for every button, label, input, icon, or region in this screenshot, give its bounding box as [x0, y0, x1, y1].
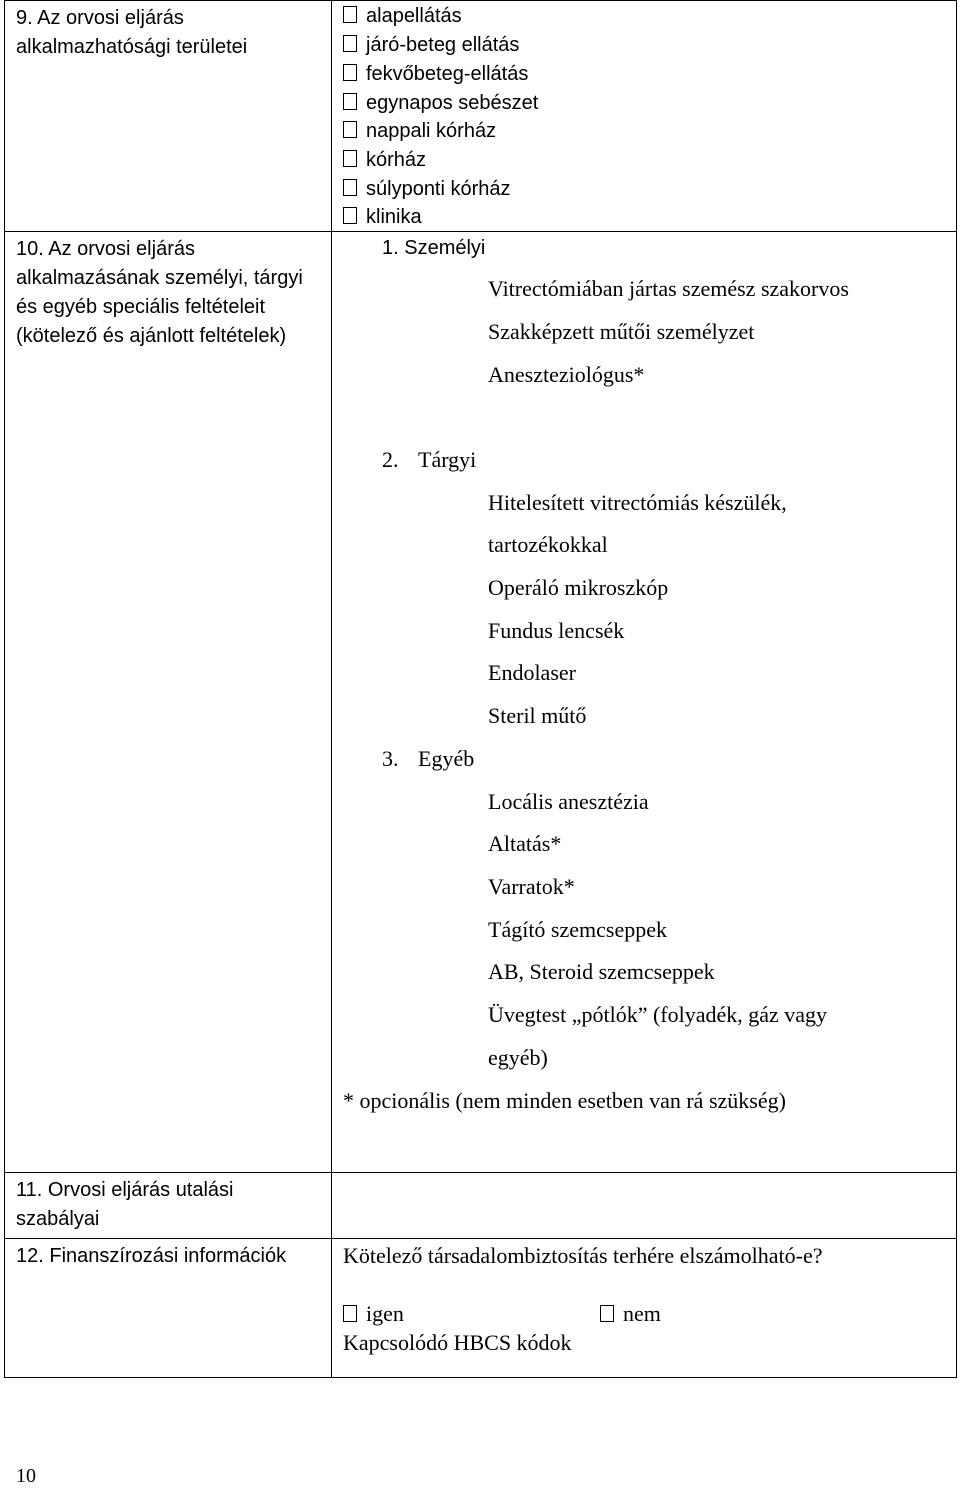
personal-heading: 1. Személyi	[382, 237, 486, 259]
checkbox-icon[interactable]	[343, 179, 357, 196]
option-day-surgery[interactable]: egynapos sebészet	[343, 89, 538, 118]
row10-content-cell	[332, 232, 957, 1173]
checkbox-icon[interactable]	[343, 93, 357, 110]
row11-value-cell	[332, 1173, 957, 1239]
other-item: Locális anesztézia	[488, 789, 649, 814]
page-number: 10	[16, 1465, 36, 1487]
procedure-form-table	[4, 0, 957, 1378]
other-item: Üvegtest „pótlók” (folyadék, gáz vagy	[488, 1002, 828, 1027]
row12-content-cell	[332, 1239, 957, 1378]
material-item: Steril műtő	[488, 703, 587, 728]
checkbox-icon[interactable]	[343, 6, 357, 23]
option-day-hospital[interactable]: nappali kórház	[343, 117, 496, 146]
option-hospital[interactable]: kórház	[343, 146, 426, 175]
row9-options-cell	[332, 1, 957, 232]
row11-label: 11. Orvosi eljárás utalási szabályai	[16, 1179, 234, 1230]
other-item: egyéb)	[488, 1045, 548, 1070]
material-heading: Tárgyi	[418, 447, 477, 472]
option-primary-care[interactable]: alapellátás	[343, 2, 462, 31]
material-number: 2.	[382, 447, 399, 472]
row10-label-cell	[5, 232, 332, 1173]
checkbox-icon[interactable]	[343, 150, 357, 167]
other-item: Tágító szemcseppek	[488, 917, 667, 942]
other-number: 3.	[382, 746, 399, 771]
option-clinic[interactable]: klinika	[343, 203, 422, 232]
material-item: Operáló mikroszkóp	[488, 575, 669, 600]
personal-item: Vitrectómiában jártas szemész szakorvos	[488, 276, 849, 301]
personal-item: Szakképzett műtői személyzet	[488, 319, 755, 344]
row10-label: 10. Az orvosi eljárás alkalmazásának személyi, tárgyi és egyéb speciális feltételeit (kötelező és ajánlott feltételek)	[16, 238, 303, 347]
material-item: tartozékokkal	[488, 532, 608, 557]
row9-label-cell	[5, 1, 332, 232]
checkbox-icon[interactable]	[600, 1305, 614, 1322]
hbcs-codes-label: Kapcsolódó HBCS kódok	[343, 1330, 572, 1355]
row9-label: 9. Az orvosi eljárás alkalmazhatósági területei	[16, 7, 248, 58]
other-item: Altatás*	[488, 831, 562, 856]
row-conditions	[5, 232, 957, 1173]
other-item: Varratok*	[488, 874, 575, 899]
checkbox-icon[interactable]	[343, 207, 357, 224]
row-referral-rules	[5, 1173, 957, 1239]
material-item: Fundus lencsék	[488, 618, 625, 643]
insurance-question: Kötelező társadalombiztosítás terhére elszámolható-e?	[343, 1243, 823, 1268]
option-outpatient[interactable]: járó-beteg ellátás	[343, 31, 519, 60]
material-item: Hitelesített vitrectómiás készülék,	[488, 490, 787, 515]
checkbox-icon[interactable]	[343, 121, 357, 138]
option-inpatient[interactable]: fekvőbeteg-ellátás	[343, 60, 528, 89]
material-item: Endolaser	[488, 660, 576, 685]
other-heading: Egyéb	[418, 746, 475, 771]
option-regional-hospital[interactable]: súlyponti kórház	[343, 175, 511, 204]
row12-label-cell	[5, 1239, 332, 1378]
other-item: AB, Steroid szemcseppek	[488, 959, 715, 984]
checkbox-icon[interactable]	[343, 64, 357, 81]
row12-label: 12. Finanszírozási információk	[16, 1245, 287, 1267]
checkbox-icon[interactable]	[343, 1305, 357, 1322]
personal-item: Aneszteziológus*	[488, 362, 645, 387]
row-application-areas	[5, 1, 957, 232]
optional-footnote: * opcionális (nem minden esetben van rá szükség)	[343, 1088, 786, 1113]
row-financing	[5, 1239, 957, 1378]
option-no[interactable]: nem	[600, 1299, 661, 1329]
checkbox-icon[interactable]	[343, 35, 357, 52]
option-yes[interactable]: igen	[343, 1299, 404, 1329]
row11-label-cell	[5, 1173, 332, 1239]
